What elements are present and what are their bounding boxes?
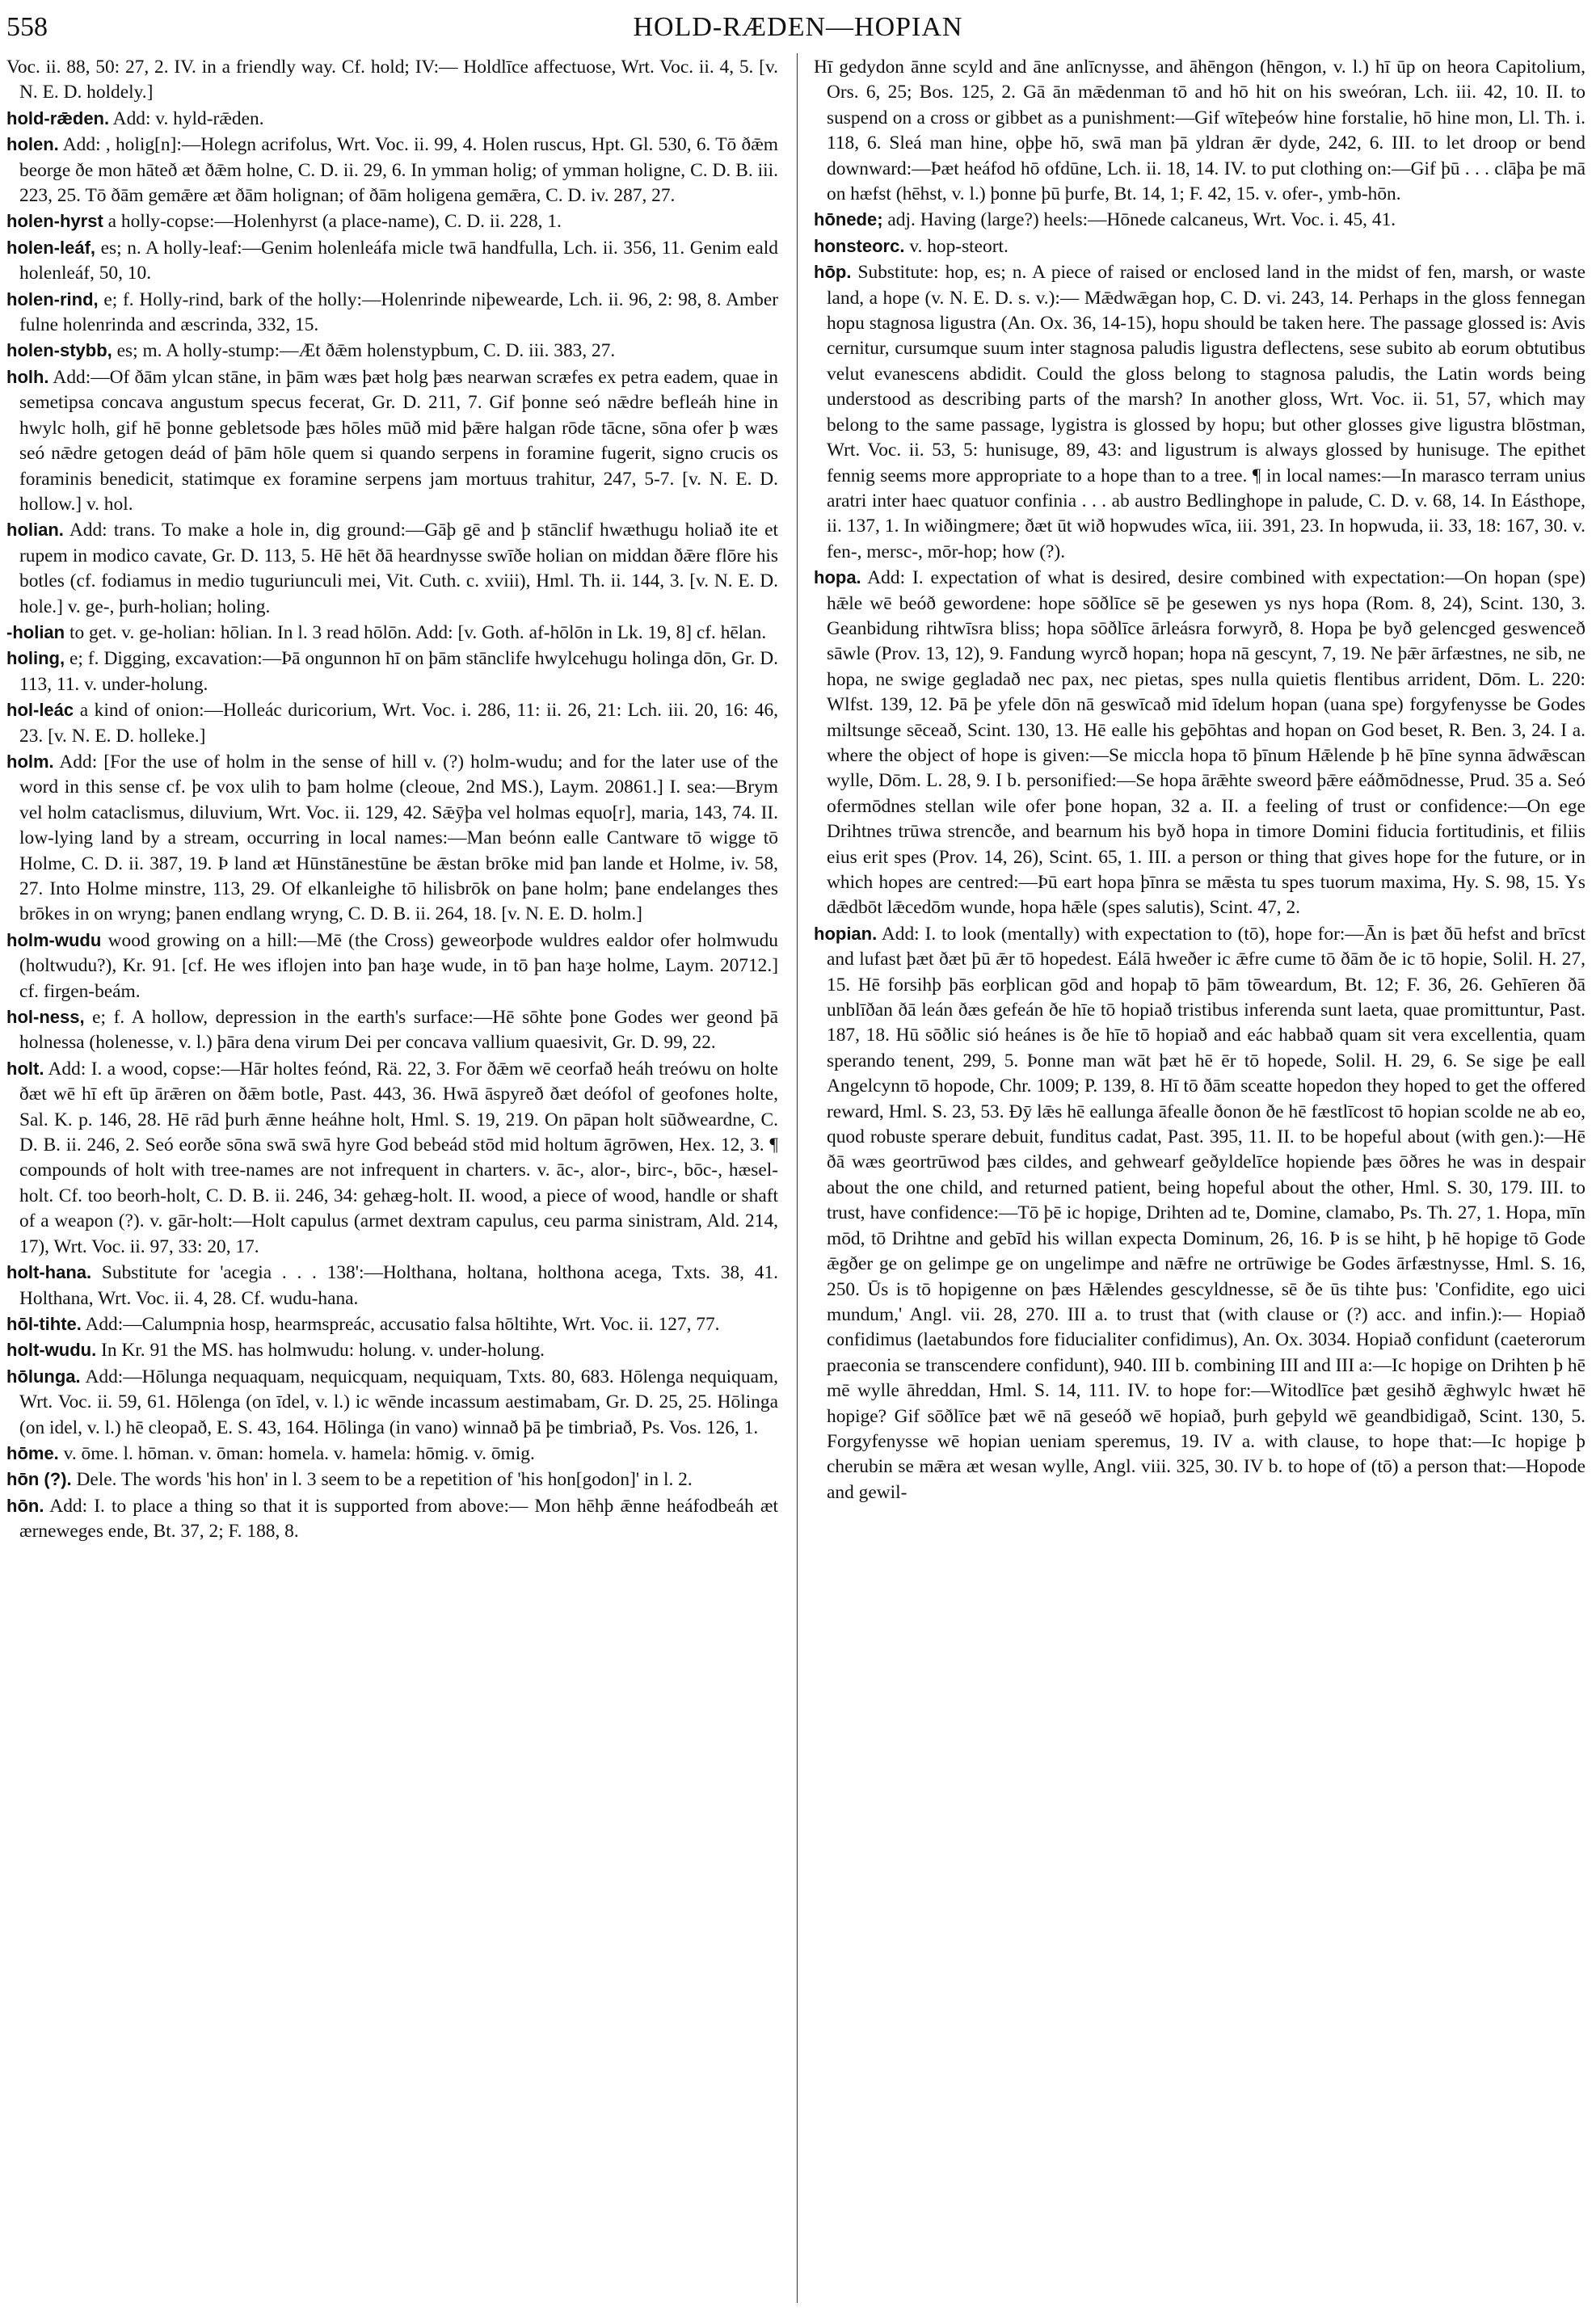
entry-headword: hol-ness,	[6, 1007, 85, 1028]
dictionary-entry	[814, 921, 1585, 1505]
entry-text: es; n. A holly-leaf:—Genim holenleáfa micle twā handfulla, Lch. ii. 356, 11. Genim eald holenleáf, 50, 10.	[19, 237, 778, 284]
entry-text: Substitute for 'acegia . . . 138':—Holthana, holtana, holthona acega, Txts. 38, 41. Holthana, Wrt. Voc. ii. 4, 28. Cf. wudu-hana.	[19, 1262, 778, 1309]
dictionary-entry	[814, 55, 1585, 207]
dictionary-entry	[6, 364, 778, 517]
dictionary-entry	[6, 208, 778, 234]
entry-text: Add:—Calumpnia hosp, hearmspreác, accusatio falsa hōltihte, Wrt. Voc. ii. 127, 77.	[85, 1313, 720, 1335]
entry-text: Add: I. a wood, copse:—Hār holtes feónd, Rä. 22, 3. For ðǣm wē ceorfað heáh treówu on holte ðæt wē hī eft ūp ārǣren on ðǣm botle, Past. 443, 36. Hwā āspyreð ðæt deófol of geofones holte, Sal. K. p. 146, 28. Hē rād þurh ǣnne heáhne holt, Hml. S. 19, 219. On pāpan holt sūðweardne, C. D. B. ii. 246, 2. Seó eorðe sōna swā swā hyre God bebeád stōd mid holtum āgrōwen, Hex. 12, 3. ¶ compounds of holt with tree-names are not infrequent in charters. v. āc-, alor-, birc-, bōc-, hæsel-holt. Cf. too beorh-holt, C. D. B. ii. 246, 34: gehæg-holt. II. wood, a piece of wood, handle or shaft of a weapon (?). v. gār-holt:—Holt capulus (armet dextram capulus, ceu parma sinistram, Ald. 214, 17), Wrt. Voc. ii. 97, 33: 20, 17.	[19, 1058, 778, 1257]
entry-headword: holing,	[6, 648, 65, 669]
entry-text: Add:—Hōlunga nequaquam, nequicquam, nequiquam, Txts. 80, 683. Hōlenga nequiquam, Wrt. Voc. ii. 59, 61. Hōlenga (on īdel, v. l.) ic wēnde incassum aestimabam, Gr. D. 25, 25. Hōlinga (on idel, v. l.) hē cleopað, E. S. 43, 164. Hōlinga (in vano) winnað þā þe timbriað, Ps. Vos. 126, 1.	[19, 1366, 778, 1438]
entry-text: a holly-copse:—Holenhyrst (a place-name), C. D. ii. 228, 1.	[107, 211, 562, 233]
entry-text: v. ōme. l. hōman. v. ōman: homela. v. hamela: hōmig. v. ōmig.	[63, 1442, 535, 1464]
entry-text: adj. Having (large?) heels:—Hōnede calcaneus, Wrt. Voc. i. 45, 41.	[887, 209, 1396, 231]
entry-text: v. hop-steort.	[909, 235, 1009, 257]
dictionary-entry	[6, 235, 778, 287]
entry-headword: hol-leác	[6, 700, 74, 721]
entry-headword: hōme.	[6, 1442, 59, 1463]
entry-headword: holt-wudu.	[6, 1340, 97, 1361]
entry-headword: honsteorc.	[814, 235, 905, 256]
dictionary-entry	[6, 1441, 778, 1467]
entry-headword: hōn (?).	[6, 1469, 72, 1490]
entry-text: Hī gedydon ānne scyld and āne anlīcnysse, and āhēngon (hēngon, v. l.) hī ūp on heora Capitolium, Ors. 6, 25; Bos. 125, 2. Gā ān mǣdenman tō and hō hit on his sweóran, Lch. iii. 42, 10. II. to suspend on a cross or gibbet as a punishment:—Gif wīteþeów hine forstalie, hō hine mon, Ll. Th. i. 118, 6. Sleá man hine, oþþe hō, swā man þā yldran ǣr dyde, 242, 6. III. to let droop or bend downward:—Þæt heáfod hō ofdūne, Lch. ii. 18, 14. IV. to put clothing on:—Gif þū . . . clāþa þe mā on hæfst (hēhst, v. l.) þonne þū þurfe, Bt. 14, 1; F. 42, 15. v. ofer-, ymb-hōn.	[814, 57, 1585, 205]
entry-headword: hopa.	[814, 567, 861, 588]
dictionary-entry	[6, 1311, 778, 1337]
entry-text: es; m. A holly-stump:—Æt ðǣm holenstypbum, C. D. iii. 383, 27.	[116, 340, 616, 362]
entry-headword: hōn.	[6, 1495, 44, 1516]
left-column	[6, 55, 778, 2301]
entry-text: a kind of onion:—Holleác duricorium, Wrt. Voc. i. 286, 11: ii. 26, 21: Lch. iii. 20, 16: 46, 23. [v. N. E. D. holleke.]	[19, 700, 778, 747]
entry-text: Add: trans. To make a hole in, dig ground:—Gāþ gē and þ stānclif hwæthugu holiað ite et rupem in modico cavate, Gr. D. 113, 5. Hē hēt ðā heardnysse swīðe holian on middan ðǣre flōre his botles (cf. fodiamus in medio tuguriunculi mei, Vit. Cuth. c. xviii), Hml. Th. ii. 144, 3. [v. N. E. D. hole.] v. ge-, þurh-holian; holing.	[19, 520, 778, 617]
entry-text: to get. v. ge-holian: hōlian. In l. 3 read hōlōn. Add: [v. Goth. af-hōlōn in Lk. 19, 8] cf. hēlan.	[69, 621, 767, 643]
dictionary-entry	[6, 132, 778, 208]
entry-text: Add: [For the use of holm in the sense of hill v. (?) holm-wudu; and for the later use of the word in this sense cf. þe vox ulih to þam holme (cleoue, 2nd MS.), Laym. 20861.] I. sea:—Brym vel holm cataclismus, diluvium, Wrt. Voc. ii. 129, 42. Sǣȳþa vel holmas equo[r], maria, 143, 74. II. low-lying land by a stream, occurring in local names:—Man beónn ealle Cantware tō wigge tō Holme, C. D. ii. 387, 19. Þ land æt Hūnstānestūne be ǣstan brōke mid þan lande et Holme, iv. 58, 27. Into Holme minstre, 113, 29. Of elkanleighe tō hilisbrōk on þane holm; þane endelanges thes brōkes in on wryng; þanen endlang wryng, C. D. B. ii. 264, 18. [v. N. E. D. holm.]	[19, 751, 778, 925]
entry-headword: hōp.	[814, 262, 852, 283]
entry-headword: holen-stybb,	[6, 340, 112, 361]
entry-headword: hold-rǣden.	[6, 107, 110, 128]
dictionary-entry	[6, 749, 778, 928]
dictionary-entry	[6, 106, 778, 132]
entry-headword: holen-leáf,	[6, 237, 96, 258]
entry-headword: holm-wudu	[6, 929, 102, 950]
entry-text: In Kr. 91 the MS. has holmwudu: holung. v. under-holung.	[101, 1340, 545, 1362]
entry-text: Add: I. expectation of what is desired, desire combined with expectation:—On hopan (spe) hǣle wē beóð gewordene: hope sōðlīce sē þe gesewen ys nys hopa (Rom. 8, 24), Scint. 130, 3. Geanbidung rihtwīsra bliss; hopa sōðlīce ārleásra forwyrð, 8. Hopa þe byð gelencged geswenceð sāwle (Prov. 13, 12), 9. Fandung wyrcð hopan; hopa nā gescynt, 7, 19. Ne þǣr ārfæstnes, ne sib, ne hopa, ne swige gegladað nec pax, nec pietas, spes nulla quietis flentibus arrident, Dōm. L. 220: Wlfst. 139, 12. Þā þe yfele dōn nā geswīcað mid īdelum hopan (uana spe) forgyfenysse be Godes miltsunge sēceað, Scint. 130, 13. Hē ealle his geþōhtas and hopan on God beset, R. Ben. 3, 24. I a. where the object of hope is given:—Se miccla hopa tō þīnum Hǣlende þ hē þīne synna ādwǣscan wylle, Dōm. L. 28, 9. I b. personified:—Se hopa ārǣhte sweord þǣre eáðmōdnesse, Prud. 35 a. Seó ofermōdnes stellan wile ofer þone hopan, 32 a. II. a feeling of trust or confidence:—On ege Drihtnes trūwa strencðe, and bearnum his byð hopa in timore Domini fiducia fortitudinis, et filiis eius erit spes (Prov. 14, 26), Scint. 65, 1. III. a person or thing that gives hope for the future, or in which hopes are centred:—Þū eart hopa þīnra se mǣsta tu spes tuorum maxima, Hy. S. 98, 15. Ys dǣdbōt lǣcedōm wunde, hopa hǣle (spes salutis), Scint. 47, 2.	[827, 567, 1585, 919]
entry-text: e; f. Digging, excavation:—Þā ongunnon hī on þām stānclife hwylcehugu holinga dōn, Gr. D. 113, 11. v. under-holung.	[19, 648, 778, 695]
entry-text: Add:—Of ðām ylcan stāne, in þām wæs þæt holg þæs nearwan scræfes ex petra eadem, quae in semetipsa concava angustum specus fecerat, Gr. D. 211, 7. Gif þonne seó nǣdre befleáh hine in hwylc holh, gif hē þonne gebletsode þæs hōles mūð mid þǣre halgan rōde tācne, sōna ofer þ wæs seó nǣdre getogen deád of þām hōle quem si quando serpens in foramine fugerit, signo crucis os foraminis benedicit, statimque ex foramine serpens jam mortuus trahitur, 247, 5-7. [v. N. E. D. hollow.] v. hol.	[19, 366, 778, 515]
entry-headword: hōlunga.	[6, 1366, 81, 1387]
running-head: HOLD-RÆDEN—HOPIAN	[633, 12, 963, 42]
dictionary-entry	[6, 697, 778, 749]
entry-headword: holt-hana.	[6, 1262, 92, 1283]
dictionary-entry	[6, 646, 778, 697]
dictionary-entry	[6, 1467, 778, 1492]
dictionary-entry	[6, 1493, 778, 1545]
entry-text: Add: I. to look (mentally) with expectation to (tō), hope for:—Ān is þæt ðū hefst and brīcst and lufast þæt ðæt þū ǣr tō hopedest. Eálā hweðer ic ǣfre cume tō ðām ðe ic tō hopie, Solil. H. 27, 15. Hē forsihþ þās eorþlican gōd and hopaþ tō þām tōweardum, Bt. 12; F. 36, 26. Gehīeren ðā unblīðan ðā leán ðæs gefeán ðe hīe tō hopiað tristibus inferenda sunt laeta, quae promittuntur, Past. 187, 18. Hū sōðlic sió heánes is ðe hīe tō hopiað and eác habbað quam sit vera excellentia, quam sperando tenent, 299, 5. Þonne man wāt þæt hē ēr tō hopede, Solil. H. 29, 6. Se sige þe eall Angelcynn tō hopode, Chr. 1009; P. 139, 8. Hī tō ðām sceatte hopedon they hoped to get the offered reward, Hml. S. 23, 53. Ðȳ lǣs hē eallunga āfealle ðonon ðe hē fæstlīcost tō hopian scolde ne ab eo, quod robuste sperare debuit, funditus cadat, Past. 395, 11. II. to be hopeful about (with gen.):—Hē ðā wæs geortrūwod þæs cildes, and gehwearf geðyldelīce hopiende þæs ōðres he was in despair about the one child, and returned patient, being hopeful about the other, Hml. S. 30, 179. III. to trust, have confidence:—Tō þē ic hopige, Drihten ad te, Domine, clamabo, Ps. Th. 27, 1. Hopa, mīn mōd, tō Drihtne and gebīd his willan expecta Dominum, 26, 16. Þ is se hiht, þ hē hopige tō Gode ǣgðer ge on gelimpe ge on ungelimpe and nǣfre ne ortrūwige be Godes ārfæstnysse, Hml. S. 16, 250. Ūs is tō hopigenne on þæs Hǣlendes gescyldnesse, sē ðe ūs tihte þus: 'Confidite, ego uici mundum,' Angl. vii. 28, 270. III a. to trust that (with clause or (?) acc. and infin.):— Hopiað confidimus (laetabundos fore fiducialiter confidimus), An. Ox. 3034. Hopiað confidunt (caeterorum praeconia se transcendere confidunt), 940. III b. combining III and III a:—Ic hopige on Drihten þ hē mē wylle āhreddan, Hml. S. 14, 111. IV. to hope for:—Witodlīce þæt gesihð ǣghwylc hwæt hē hopige? Gif sōðlīce þæt wē nā geseóð wē hopiað, þurh geþyld wē geandbidigað, Scint. 130, 5. Forgyfenysse wē hopian ueniam speremus, 19. IV a. with clause, to hope that:—Ic hopige þ cherubin se mǣra æt wesan wylle, Angl. viii. 325, 30. IV b. to hope of (tō) a person that:—Hopode and gewil-	[827, 923, 1585, 1503]
dictionary-entry	[6, 338, 778, 364]
page-number: 558	[6, 12, 48, 42]
dictionary-entry	[6, 1056, 778, 1260]
right-column	[814, 55, 1585, 2301]
dictionary-entry	[814, 259, 1585, 565]
entry-headword: holen.	[6, 134, 59, 155]
dictionary-entry	[6, 517, 778, 620]
entry-headword: holt.	[6, 1058, 44, 1079]
dictionary-entry	[6, 928, 778, 1004]
dictionary-entry	[6, 1260, 778, 1311]
column-divider	[797, 53, 798, 2303]
entry-headword: holian.	[6, 520, 64, 541]
dictionary-entry	[814, 207, 1585, 233]
entry-headword: hōnede;	[814, 209, 883, 230]
dictionary-entry	[6, 1004, 778, 1056]
entry-text: wood growing on a hill:—Mē (the Cross) geweorþode wuldres ealdor ofer holmwudu (holtwudu?), Kr. 91. [cf. He wes iflojen into þan haȝe wude, in tō þan haȝe holme, Laym. 20712.] cf. firgen-beám.	[19, 929, 778, 1002]
dictionary-entry	[6, 55, 778, 106]
entry-text: e; f. Holly-rind, bark of the holly:—Holenrinde niþewearde, Lch. ii. 96, 2: 98, 8. Amber fulne holenrinda and æscrinda, 332, 15.	[19, 288, 778, 336]
entry-text: Add: , holig[n]:—Holegn acrifolus, Wrt. Voc. ii. 99, 4. Holen ruscus, Hpt. Gl. 530, 6. Tō ðǣm beorge ðe mon hāteð æt ðǣm holne, C. D. ii. 29, 6. In ymman holig; of ymman holigne, C. D. B. iii. 223, 25. Tō ðām gemǣre æt ðām holignan; of ðām holigena gemǣra, C. D. iv. 287, 27.	[19, 134, 778, 207]
dictionary-entry	[6, 620, 778, 646]
entry-headword: hopian.	[814, 923, 878, 944]
entry-text: e; f. A hollow, depression in the earth's surface:—Hē sōhte þone Godes wer geond þā holnessa (holenesse, v. l.) þāra dena virum Dei per concava vallium quaesivit, Gr. D. 99, 22.	[19, 1007, 778, 1054]
dictionary-entry	[814, 565, 1585, 921]
entry-text: Dele. The words 'his hon' in l. 3 seem to be a repetition of 'his hon[godon]' in l. 2.	[76, 1469, 693, 1491]
dictionary-entry	[6, 1364, 778, 1441]
dictionary-entry	[6, 287, 778, 339]
entry-headword: -holian	[6, 621, 65, 642]
entry-headword: holm.	[6, 751, 54, 772]
entry-headword: holh.	[6, 366, 49, 387]
entry-text: Add: v. hyld-rǣden.	[112, 107, 264, 129]
entry-headword: holen-hyrst	[6, 211, 103, 232]
dictionary-entry	[814, 234, 1585, 259]
dictionary-entry	[6, 1337, 778, 1363]
entry-headword: hōl-tihte.	[6, 1313, 82, 1334]
page-header	[0, 10, 1596, 50]
entry-text: Voc. ii. 88, 50: 27, 2. IV. in a friendly way. Cf. hold; IV:— Holdlīce affectuose, Wrt. Voc. ii. 4, 5. [v. N. E. D. holdely.]	[6, 57, 778, 103]
entry-headword: holen-rind,	[6, 288, 99, 309]
entry-text: Add: I. to place a thing so that it is supported from above:— Mon hēhþ ǣnne heáfodbeáh æt ærneweges ende, Bt. 37, 2; F. 188, 8.	[19, 1495, 778, 1543]
entry-text: Substitute: hop, es; n. A piece of raised or enclosed land in the midst of fen, marsh, or waste land, a hope (v. N. E. D. s. v.):— Mǣdwǣgan hop, C. D. vi. 243, 14. Perhaps in the gloss fennegan hopu stagnosa ligustra (An. Ox. 36, 14-15), hopu should be taken here. The passage glossed is: Avis cernitur, cursumque suum inter stagnosa paludis ligustra deflectens, sese subito ab eorum obtutibus velut evanescens abdidit. Could the gloss belong to stagnosa paludis, the Latin words being understood as describing parts of the marsh? In another gloss, Wrt. Voc. ii. 51, 57, which may belong to the same passage, lygistra is glossed by hopu; but other glosses give ligustra blōstman, Wrt. Voc. ii. 53, 5: hunisuge, 89, 43: and ligustrum is always glossed by hunisuge. The epithet fennig seems more appropriate to a hope than to a tree. ¶ in local names:—In marasco terram unius aratri inter haec quatuor confinia . . . ab austro Bedlinghope in palude, C. D. v. 68, 14. In Eásthope, ii. 137, 1. In wiðingmere; ðæt ūt wið hopwudes wīca, iii. 391, 23. In hopwuda, ii. 33, 18: 167, 30. v. fen-, mersc-, mōr-hop; how (?).	[827, 262, 1585, 562]
